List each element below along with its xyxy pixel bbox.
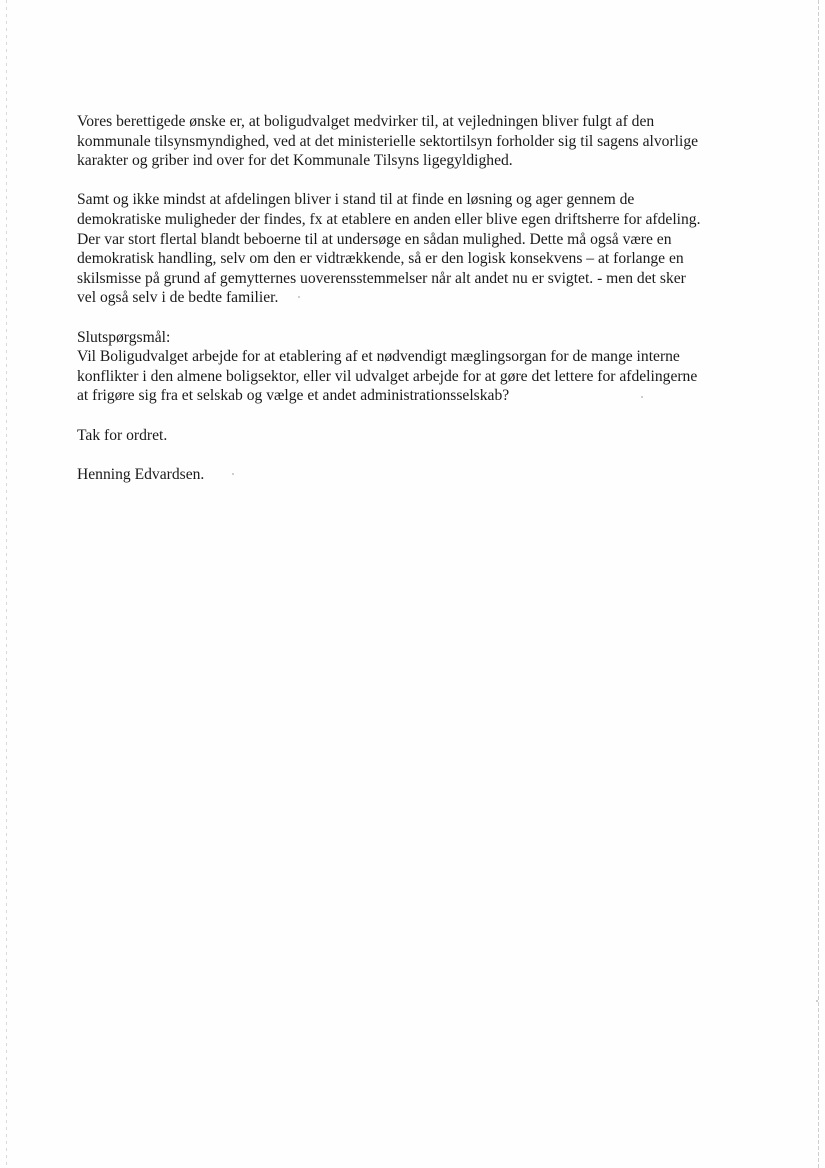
thanks-line: Tak for ordret.: [77, 426, 168, 444]
letter-body: [77, 112, 767, 504]
scan-edge-right: [818, 0, 819, 1168]
scan-speck: [816, 1000, 818, 1002]
text-line: kommunale tilsynsmyndighed, ved at det ministerielle sektortilsyn forholder sig til sagens alvorlige: [77, 132, 699, 150]
scan-speck: [232, 473, 234, 475]
text-line: Vil Boligudvalget arbejde for at etablering af et nødvendigt mæglingsorgan for de mange interne: [77, 348, 680, 366]
text-line: Vores berettigede ønske er, at boligudvalget medvirker til, at vejledningen bliver fulgt af den: [77, 113, 655, 130]
text-line: Samt og ikke mindst at afdelingen bliver i stand til at finde en løsning og ager gennem de: [77, 191, 635, 209]
text-line: karakter og griber ind over for det Kommunale Tilsyns ligegyldighed.: [77, 152, 513, 170]
paragraph-request: [77, 112, 767, 171]
signature-name: Henning Edvardsen.: [77, 465, 205, 483]
scan-speck: [298, 296, 300, 298]
paragraph-final-question: [77, 328, 767, 406]
text-line: demokratiske muligheder der findes, fx at etablere en anden eller blive egen driftsherre for afdeling.: [77, 210, 701, 228]
paragraph-signature: [77, 465, 767, 485]
text-line: konflikter i den almene boligsektor, eller vil udvalget arbejde for at gøre det lettere for afdelingerne: [77, 367, 698, 385]
paragraph-solution: [77, 190, 767, 308]
scan-edge-left: [6, 0, 7, 1168]
final-question-heading: Slutspørgsmål:: [77, 328, 171, 346]
scan-speck: [641, 396, 643, 398]
text-line: Der var stort flertal blandt beboerne til at undersøge en sådan mulighed. Dette må også være en: [77, 230, 672, 248]
text-line: vel også selv i de bedte familier.: [77, 289, 279, 307]
text-line: skilsmisse på grund af gemytternes uoverensstemmelser når alt andet nu er svigtet. - men det sker: [77, 269, 686, 287]
text-line: at frigøre sig fra et selskab og vælge et andet administrationsselskab?: [77, 387, 510, 405]
paragraph-thanks: [77, 426, 767, 446]
text-line: demokratisk handling, selv om den er vidtrækkende, så er den logisk konsekvens – at forlange en: [77, 250, 684, 268]
